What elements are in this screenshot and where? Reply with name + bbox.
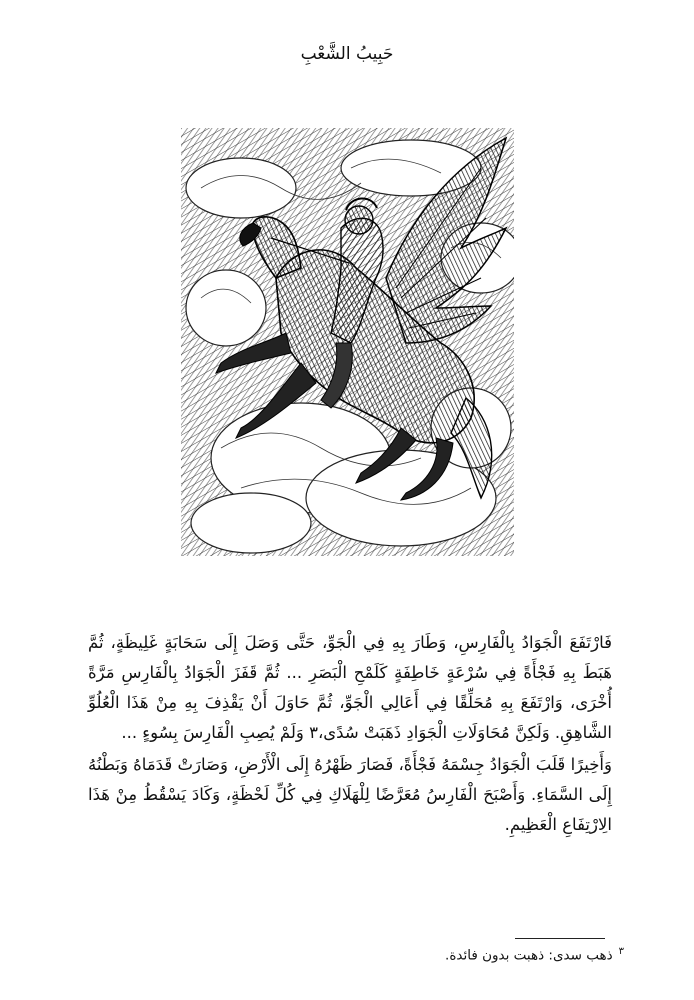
paragraph-2: وَأَخِيرًا قَلَبَ الْجَوَادُ جِسْمَهُ فَجْأَةً، فَصَارَ ظَهْرُهُ إِلَى الْأَرْضِ، وَصَارَتْ قَدَمَاهُ وَبَطْنُهُ إِلَى السَّمَاءِ. وَأَصْبَحَ الْفَارِسُ مُعَرَّضًا لِلْهَلَاكِ فِي كُلِّ لَحْظَةٍ، وَكَادَ يَسْقُطُ مِنْ هَذَا الِارْتِفَاعِ الْعَظِيمِ. [88, 755, 612, 834]
page-title: حَبِيبُ الشَّعْبِ [300, 44, 394, 64]
footnote-text: ذهب سدى: ذهبت بدون فائدة. [445, 947, 613, 964]
footnote-mark: ٣ [618, 946, 624, 957]
footnote-divider [515, 938, 605, 939]
paragraph-1: فَارْتَفَعَ الْجَوَادُ بِالْفَارِسِ، وَطَارَ بِهِ فِي الْجَوِّ، حَتَّى وَصَلَ إِلَى سَحَابَةٍ غَلِيظَةٍ، ثُمَّ هَبَطَ بِهِ فَجْأَةً فِي سُرْعَةٍ خَاطِفَةٍ كَلَمْحِ الْبَصَرِ ... ثُمَّ قَفَزَ الْجَوَادُ بِالْفَارِسِ مَرَّةً أُخْرَى، وَارْتَفَعَ بِهِ مُحَلِّقًا فِي أَعَالِي الْجَوِّ، ثُمَّ حَاوَلَ أَنْ يَقْذِفَ بِهِ مِنْ هَذَا الْعُلُوِّ الشَّاهِقِ. وَلَكِنَّ مُحَاوَلَاتِ الْجَوَادِ ذَهَبَتْ سُدًى،٣ وَلَمْ يُصِبِ الْفَارِسَ بِسُوءٍ ... [88, 633, 612, 742]
footnote [445, 946, 624, 964]
winged-horse-illustration [181, 128, 514, 556]
story-text [88, 628, 612, 842]
